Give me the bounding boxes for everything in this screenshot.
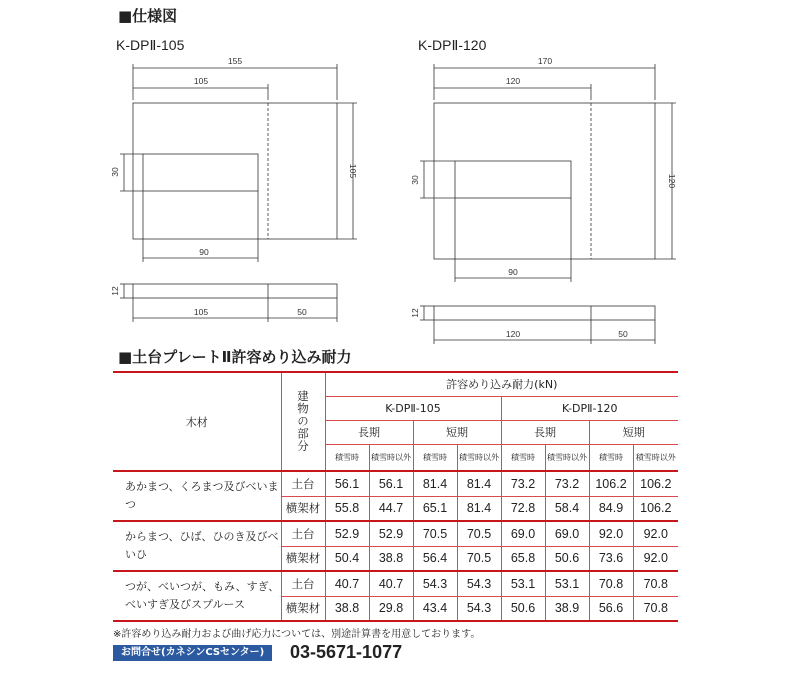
wood-name: つが、べいつが、もみ、すぎ、べいすぎ及びスプルース: [113, 571, 281, 621]
value-cell: 29.8: [369, 596, 413, 621]
dim-height-105: 105: [348, 163, 358, 179]
footnote: ※許容めり込み耐力および曲げ応力については、別途計算書を用意しております。: [113, 629, 481, 640]
part-label: 土台: [281, 471, 325, 496]
value-cell: 50.6: [545, 546, 589, 571]
value-cell: 58.4: [545, 496, 589, 521]
value-cell: 40.7: [369, 571, 413, 596]
dim-thickness-105: 12: [110, 286, 120, 296]
dim-slot-height-105: 30: [110, 167, 120, 177]
value-cell: 43.4: [413, 596, 457, 621]
value-cell: 70.8: [633, 571, 678, 596]
table-row: [113, 571, 678, 596]
value-cell: 73.6: [589, 546, 633, 571]
value-cell: 92.0: [589, 521, 633, 546]
value-cell: 81.4: [413, 471, 457, 496]
term-header: 短期: [413, 420, 501, 444]
dim-thickness-120: 12: [410, 308, 420, 318]
dim-total-width-105: 155: [227, 56, 243, 66]
dim-slot-width-120: 90: [508, 267, 518, 277]
snow-header: 積雪時以外: [545, 444, 589, 471]
capacity-header: 許容めり込み耐力(kN): [325, 372, 678, 396]
value-cell: 73.2: [501, 471, 545, 496]
value-cell: 106.2: [589, 471, 633, 496]
part-label: 横架材: [281, 546, 325, 571]
value-cell: 52.9: [325, 521, 369, 546]
value-cell: 53.1: [545, 571, 589, 596]
value-cell: 40.7: [325, 571, 369, 596]
value-cell: 84.9: [589, 496, 633, 521]
side-view-outline: [434, 306, 655, 320]
part-header-cell: [281, 372, 325, 471]
model-120-label: K-DPⅡ-120: [418, 37, 487, 53]
value-cell: 52.9: [369, 521, 413, 546]
value-cell: 38.8: [325, 596, 369, 621]
slot-outline: [455, 161, 571, 198]
value-cell: 56.1: [325, 471, 369, 496]
value-cell: 38.8: [369, 546, 413, 571]
drawing-k-dp-105: [120, 64, 357, 322]
term-header: 短期: [589, 420, 678, 444]
value-cell: 73.2: [545, 471, 589, 496]
snow-header: 積雪時以外: [369, 444, 413, 471]
value-cell: 55.8: [325, 496, 369, 521]
table-row: [113, 521, 678, 546]
value-cell: 56.6: [589, 596, 633, 621]
dim-inner-width-120: 120: [505, 76, 521, 86]
snow-header: 積雪時以外: [457, 444, 501, 471]
value-cell: 65.8: [501, 546, 545, 571]
snow-header: 積雪時: [413, 444, 457, 471]
dim-slot-width-105: 90: [199, 247, 209, 257]
snow-header: 積雪時: [589, 444, 633, 471]
model-105-label: K-DPⅡ-105: [116, 37, 185, 53]
value-cell: 44.7: [369, 496, 413, 521]
snow-header: 積雪時: [501, 444, 545, 471]
plate-outline: [434, 103, 655, 259]
capacity-table: [113, 371, 678, 622]
dim-side-main-105: 105: [193, 307, 209, 317]
value-cell: 69.0: [501, 521, 545, 546]
value-cell: 56.1: [369, 471, 413, 496]
value-cell: 81.4: [457, 496, 501, 521]
dim-height-120: 120: [667, 173, 677, 189]
part-label: 土台: [281, 571, 325, 596]
contact-phone[interactable]: 03-5671-1077: [290, 642, 403, 662]
model-header-120: K-DPⅡ-120: [501, 396, 678, 420]
drawing-k-dp-120: [420, 64, 676, 344]
part-label: 土台: [281, 521, 325, 546]
value-cell: 53.1: [501, 571, 545, 596]
wood-name: あかまつ、くろまつ及びべいまつ: [113, 471, 281, 521]
value-cell: 69.0: [545, 521, 589, 546]
value-cell: 106.2: [633, 496, 678, 521]
wood-header: 木材: [113, 372, 281, 471]
part-label: 横架材: [281, 596, 325, 621]
value-cell: 50.6: [501, 596, 545, 621]
value-cell: 92.0: [633, 521, 678, 546]
part-header: 建物の部分: [296, 390, 310, 453]
table-row: [113, 471, 678, 496]
snow-header: 積雪時以外: [633, 444, 678, 471]
dim-inner-width-105: 105: [193, 76, 209, 86]
snow-header: 積雪時: [325, 444, 369, 471]
value-cell: 72.8: [501, 496, 545, 521]
part-label: 横架材: [281, 496, 325, 521]
dim-side-main-120: 120: [505, 329, 521, 339]
value-cell: 54.3: [457, 596, 501, 621]
value-cell: 70.5: [457, 546, 501, 571]
value-cell: 38.9: [545, 596, 589, 621]
spec-section-title: ■仕様図: [118, 7, 178, 25]
contact-label: お問合せ(カネシンCSセンター): [113, 645, 272, 661]
dim-total-width-120: 170: [537, 56, 553, 66]
value-cell: 81.4: [457, 471, 501, 496]
dim-side-tail-105: 50: [297, 307, 307, 317]
value-cell: 70.8: [633, 596, 678, 621]
value-cell: 54.3: [413, 571, 457, 596]
term-header: 長期: [325, 420, 413, 444]
value-cell: 65.1: [413, 496, 457, 521]
value-cell: 54.3: [457, 571, 501, 596]
value-cell: 56.4: [413, 546, 457, 571]
value-cell: 70.5: [457, 521, 501, 546]
value-cell: 50.4: [325, 546, 369, 571]
table-section-title: ■土台プレートⅡ許容めり込み耐力: [118, 348, 352, 366]
value-cell: 106.2: [633, 471, 678, 496]
wood-name: からまつ、ひば、ひのき及びべいひ: [113, 521, 281, 571]
value-cell: 70.5: [413, 521, 457, 546]
side-view-outline: [133, 284, 337, 298]
dim-slot-height-120: 30: [410, 175, 420, 185]
plate-outline: [133, 103, 337, 239]
value-cell: 70.8: [589, 571, 633, 596]
value-cell: 92.0: [633, 546, 678, 571]
dim-side-tail-120: 50: [618, 329, 628, 339]
capacity-table-wrap: [113, 371, 678, 622]
term-header: 長期: [501, 420, 589, 444]
slot-outline: [143, 154, 258, 191]
model-header-105: K-DPⅡ-105: [325, 396, 501, 420]
